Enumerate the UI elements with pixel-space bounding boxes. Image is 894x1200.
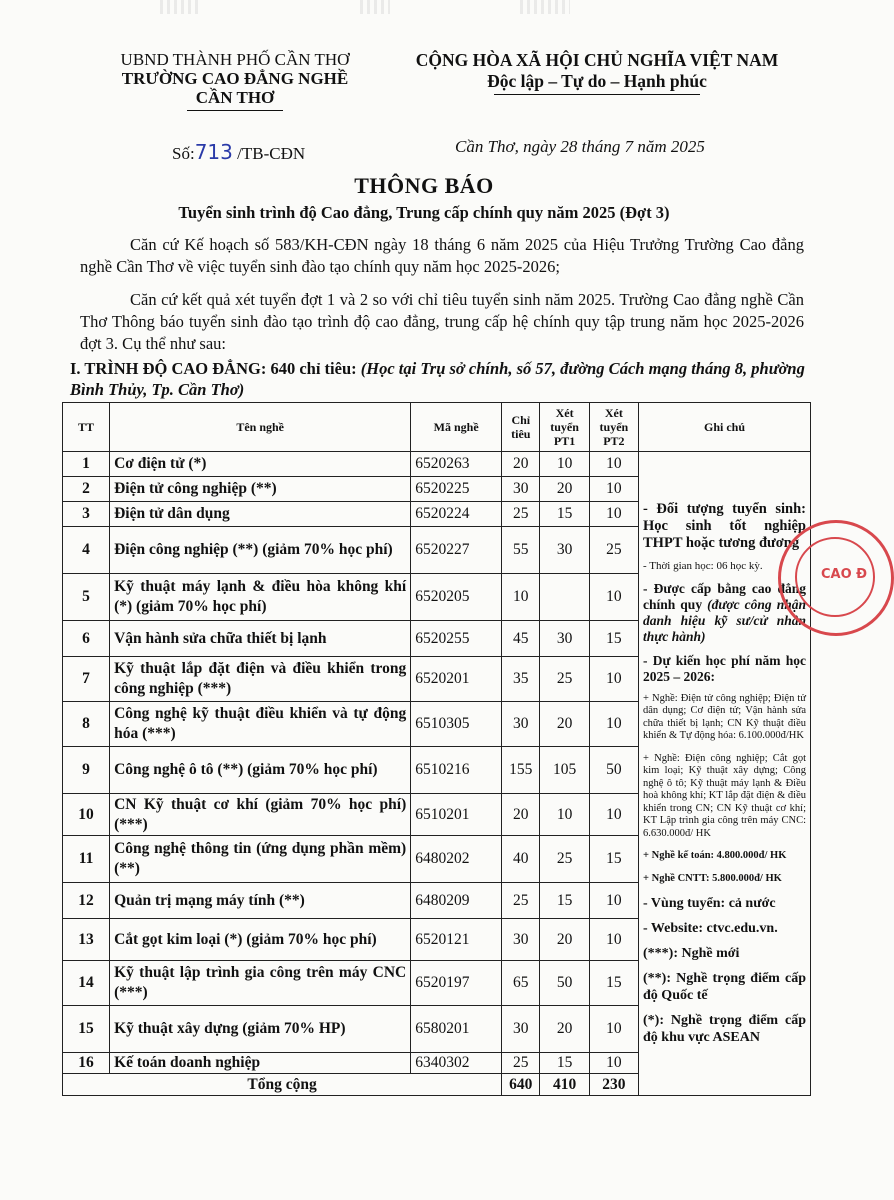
row-pt1: 20 [540,1006,589,1053]
row-pt1: 25 [540,657,589,702]
row-pt1: 50 [540,961,589,1006]
note-target: - Đối tượng tuyển sinh: Học sinh tốt nghiệp THPT hoặc tương đương [643,500,806,551]
col-code: Mã nghề [411,403,502,452]
row-name: Kỹ thuật lắp đặt điện và điều khiển trong công nghiệp (***) [110,657,411,702]
col-note: Ghi chú [639,403,811,452]
row-quota: 35 [502,657,540,702]
doc-no-suffix: /TB-CĐN [232,144,306,163]
note-degree-italic: (được công nhận danh hiệu kỹ sư/cử nhân thực hành) [643,596,806,644]
row-pt2: 15 [589,961,638,1006]
row-quota: 45 [502,621,540,657]
col-tt: TT [63,403,110,452]
stamp-text: CAO Đ [821,567,868,582]
row-code: 6520201 [411,657,502,702]
row-name: Công nghệ thông tin (ứng dụng phần mềm) (**) [110,836,411,883]
row-quota: 25 [502,502,540,527]
row-quota: 30 [502,702,540,747]
row-pt2: 10 [589,883,638,919]
row-name: Cơ điện tử (*) [110,452,411,477]
scan-artifact [360,0,390,14]
table-row [63,452,811,477]
row-name: Điện tử dân dụng [110,502,411,527]
doc-no-handwritten: 713 [194,140,233,164]
row-tt: 13 [63,919,110,961]
row-tt: 7 [63,657,110,702]
row-tt: 9 [63,747,110,794]
row-name: Công nghệ ô tô (**) (giảm 70% học phí) [110,747,411,794]
row-pt1: 30 [540,621,589,657]
row-name: Cắt gọt kim loại (*) (giảm 70% học phí) [110,919,411,961]
total-quota: 640 [502,1074,540,1096]
row-code: 6510201 [411,794,502,836]
row-tt: 4 [63,527,110,574]
row-quota: 10 [502,574,540,621]
row-pt2: 10 [589,702,638,747]
total-label: Tổng cộng [63,1074,502,1096]
row-quota: 155 [502,747,540,794]
total-pt1: 410 [540,1074,589,1096]
motto-underline [494,94,700,95]
school-name-line1: TRƯỜNG CAO ĐẲNG NGHỀ [121,69,349,88]
document-number [172,140,305,164]
row-pt2: 10 [589,502,638,527]
row-pt2: 50 [589,747,638,794]
note-legend-asean: (*): Nghề trọng điểm cấp độ khu vực ASEAN [643,1013,806,1046]
row-pt1: 15 [540,883,589,919]
row-pt1: 15 [540,502,589,527]
note-legend-intl: (**): Nghề trọng điểm cấp độ Quốc tế [643,971,806,1004]
section-title: I. TRÌNH ĐỘ CAO ĐẲNG: 640 chỉ tiêu: [70,359,357,378]
row-tt: 16 [63,1053,110,1074]
row-name: CN Kỹ thuật cơ khí (giảm 70% học phí) (***) [110,794,411,836]
country-name: CỘNG HÒA XÃ HỘI CHỦ NGHĨA VIỆT NAM [415,50,779,70]
doc-no-prefix: Số: [172,144,195,163]
row-tt: 14 [63,961,110,1006]
scan-artifact [520,0,570,14]
row-tt: 2 [63,477,110,502]
row-pt2: 10 [589,574,638,621]
row-tt: 10 [63,794,110,836]
row-pt2: 10 [589,919,638,961]
row-code: 6520197 [411,961,502,1006]
row-name: Kỹ thuật máy lạnh & điều hòa không khí (*) (giảm 70% học phí) [110,574,411,621]
note-fee-3: + Nghề kế toán: 4.800.000đ/ HK [643,850,787,862]
row-code: 6520255 [411,621,502,657]
row-pt1: 20 [540,919,589,961]
row-code: 6520263 [411,452,502,477]
row-code: 6580201 [411,1006,502,1053]
row-quota: 20 [502,794,540,836]
row-code: 6520224 [411,502,502,527]
note-fee-2: + Nghề: Điện công nghiệp; Cắt gọt kim loại; Kỹ thuật xây dựng; Công nghệ ô tô; Kỹ thuật máy lạnh & Điều hoà không khí; KT lắp đặt điện & điều khiển trong CN; CN Kỹ thuật cơ khí; KT Lập trình gia công trên máy CNC: 6.630.000đ/ HK [643,752,806,839]
row-pt2: 15 [589,621,638,657]
row-quota: 40 [502,836,540,883]
note-legend-new: (***): Nghề mới [643,946,740,962]
row-name: Vận hành sửa chữa thiết bị lạnh [110,621,411,657]
row-pt1: 20 [540,702,589,747]
national-motto: Độc lập – Tự do – Hạnh phúc [487,71,707,91]
row-pt2: 15 [589,836,638,883]
row-pt1 [540,574,589,621]
row-code: 6480209 [411,883,502,919]
row-quota: 25 [502,1053,540,1074]
row-pt2: 10 [589,1053,638,1074]
row-tt: 6 [63,621,110,657]
row-pt1: 20 [540,477,589,502]
note-fee-heading: - Dự kiến học phí năm học 2025 – 2026: [643,652,806,684]
row-code: 6510305 [411,702,502,747]
document-date: Cần Thơ, ngày 28 tháng 7 năm 2025 [455,137,705,156]
total-pt2: 230 [589,1074,638,1096]
row-quota: 30 [502,1006,540,1053]
row-code: 6520227 [411,527,502,574]
row-code: 6510216 [411,747,502,794]
row-pt1: 105 [540,747,589,794]
row-pt2: 10 [589,794,638,836]
row-tt: 12 [63,883,110,919]
document-subtitle: Tuyển sinh trình độ Cao đẳng, Trung cấp chính quy năm 2025 (Đợt 3) [178,203,670,222]
row-quota: 65 [502,961,540,1006]
col-pt2: Xét tuyển PT2 [589,403,638,452]
row-name: Kỹ thuật lập trình gia công trên máy CNC (***) [110,961,411,1006]
row-tt: 8 [63,702,110,747]
section-heading [70,358,810,400]
row-name: Điện tử công nghiệp (**) [110,477,411,502]
paragraph-basis-1 [80,234,804,278]
col-quota: Chỉ tiêu [502,403,540,452]
row-tt: 15 [63,1006,110,1053]
notes-cell [639,452,811,1096]
scan-artifact [160,0,200,14]
row-pt1: 25 [540,836,589,883]
row-pt1: 15 [540,1053,589,1074]
document-title: THÔNG BÁO [354,173,494,198]
row-code: 6480202 [411,836,502,883]
org-name: UBND THÀNH PHỐ CẦN THƠ [120,50,350,69]
row-quota: 20 [502,452,540,477]
national-title [398,50,796,95]
row-code: 6520121 [411,919,502,961]
row-tt: 11 [63,836,110,883]
note-region: - Vùng tuyển: cả nước [643,896,776,912]
paragraph-text: Căn cứ Kế hoạch số 583/KH-CĐN ngày 18 tháng 6 năm 2025 của Hiệu Trưởng Trường Cao đẳng nghề Cần Thơ về việc tuyển sinh đào tạo chính quy năm học 2025-2026; [80,235,804,276]
note-duration: - Thời gian học: 06 học kỳ. [643,559,763,572]
row-name: Kế toán doanh nghiệp [110,1053,411,1074]
col-pt1: Xét tuyển PT1 [540,403,589,452]
row-quota: 30 [502,477,540,502]
row-code: 6520225 [411,477,502,502]
note-fee-4: + Nghề CNTT: 5.800.000đ/ HK [643,872,782,884]
table-header-row [63,403,811,452]
row-code: 6340302 [411,1053,502,1074]
issuing-authority [70,50,400,111]
row-name: Điện công nghiệp (**) (giảm 70% học phí) [110,527,411,574]
row-tt: 1 [63,452,110,477]
note-fee-1: + Nghề: Điện tử công nghiệp; Điện tử dân dụng; Cơ điện tử; Vận hành sửa chữa thiết bị lạnh; CN Kỹ thuật điều khiển & Tự động hóa: 6.100.000đ/HK [643,692,806,742]
paragraph-basis-2 [80,289,804,355]
row-code: 6520205 [411,574,502,621]
row-quota: 25 [502,883,540,919]
official-stamp [778,520,894,636]
row-pt2: 10 [589,477,638,502]
row-pt1: 30 [540,527,589,574]
row-pt1: 10 [540,452,589,477]
paragraph-text: Căn cứ kết quả xét tuyển đợt 1 và 2 so với chỉ tiêu tuyển sinh năm 2025. Trường Cao đẳng nghề Cần Thơ Thông báo tuyển sinh đào tạo trình độ cao đẳng, trung cấp hệ chính quy tập trung năm học 2025-2026 đợt 3. Cụ thể như sau: [80,290,804,353]
row-pt1: 10 [540,794,589,836]
row-pt2: 10 [589,452,638,477]
row-tt: 5 [63,574,110,621]
row-pt2: 10 [589,657,638,702]
note-degree-text: - Được cấp bằng cao đẳng chính quy [643,580,806,612]
row-tt: 3 [63,502,110,527]
section-location: (Học tại Trụ sở chính, số 57, đường Cách mạng tháng 8, phường Bình Thủy, Tp. Cần Thơ) [70,359,805,399]
school-name-line2: CẦN THƠ [195,88,275,107]
row-name: Quản trị mạng máy tính (**) [110,883,411,919]
row-pt2: 25 [589,527,638,574]
col-name: Tên nghề [110,403,411,452]
enrollment-table [62,402,811,1096]
header-underline [187,110,283,111]
row-quota: 55 [502,527,540,574]
note-website: - Website: ctvc.edu.vn. [643,921,778,937]
row-name: Kỹ thuật xây dựng (giảm 70% HP) [110,1006,411,1053]
row-name: Công nghệ kỹ thuật điều khiển và tự động hóa (***) [110,702,411,747]
row-pt2: 10 [589,1006,638,1053]
row-quota: 30 [502,919,540,961]
